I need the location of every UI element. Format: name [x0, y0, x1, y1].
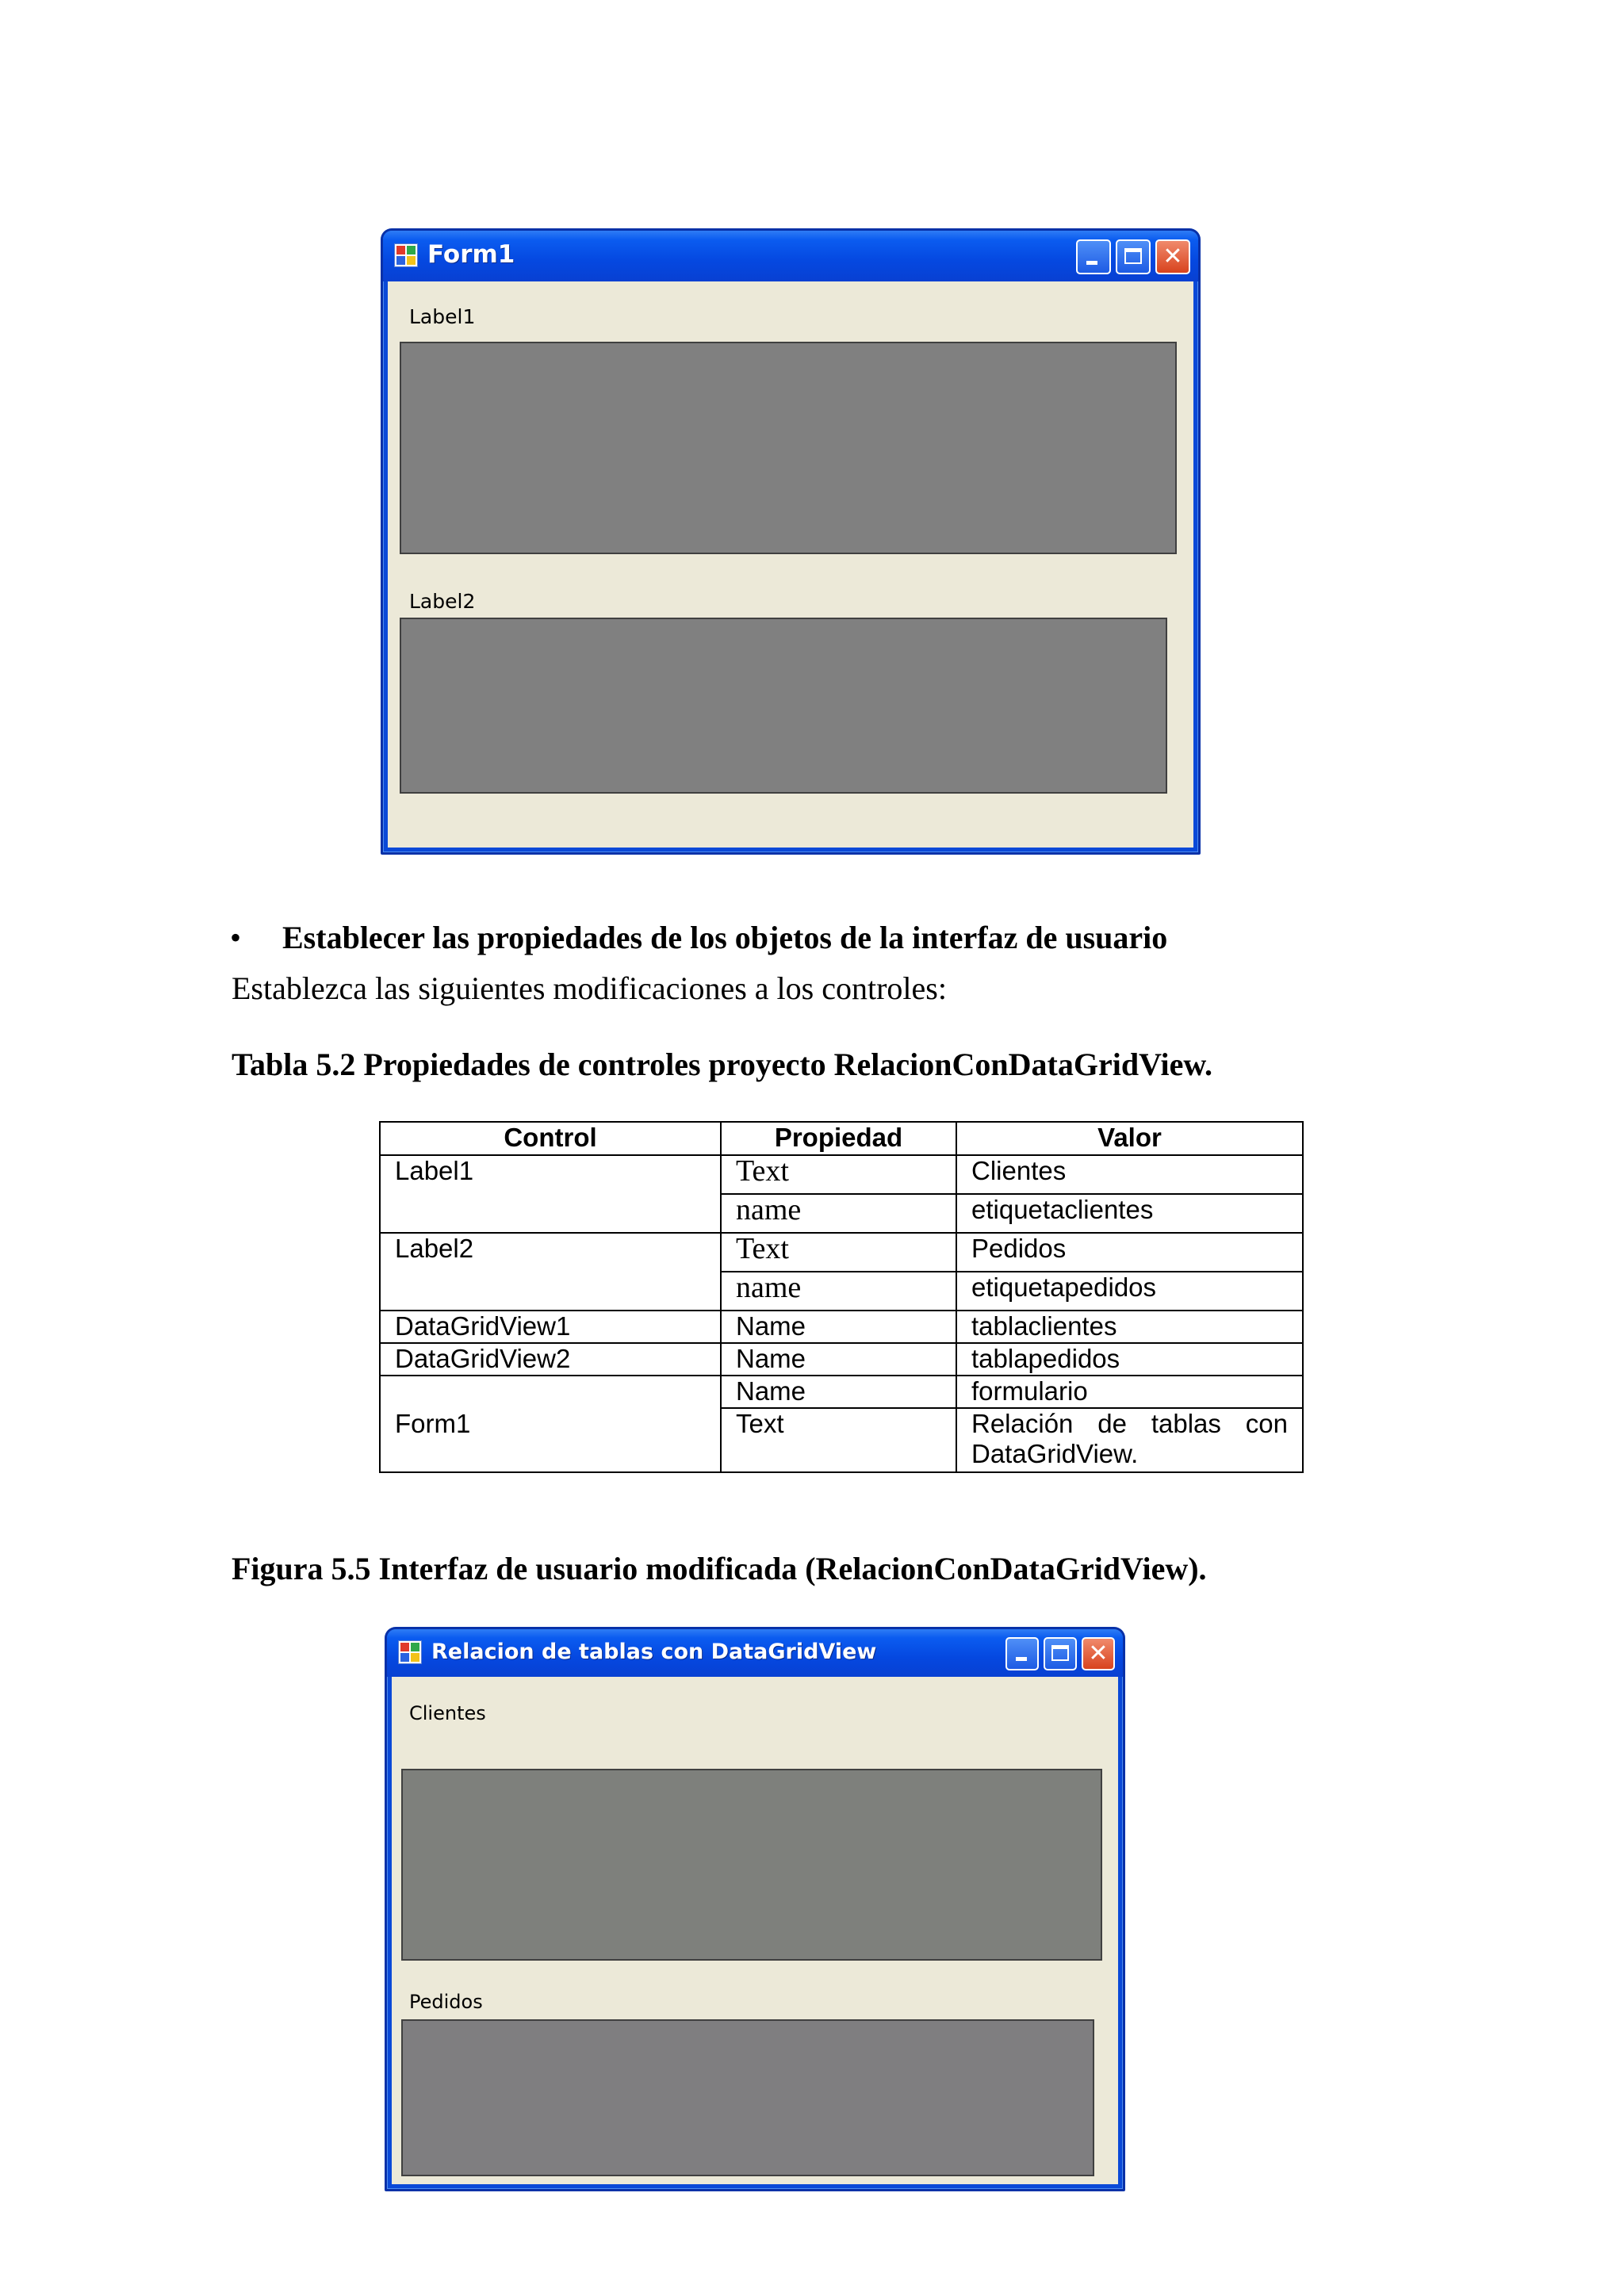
properties-table — [379, 1121, 1304, 1473]
datagridview2[interactable] — [400, 618, 1167, 794]
maximize-button[interactable] — [1044, 1637, 1077, 1670]
header-control: Control — [380, 1122, 721, 1155]
app-icon — [394, 243, 418, 267]
formulario-title: Relacion de tablas con DataGridView — [431, 1640, 877, 1664]
etiquetaclientes-label: Clientes — [409, 1702, 486, 1724]
tablapedidos-grid[interactable] — [401, 2019, 1094, 2176]
table-row — [380, 1376, 1303, 1408]
etiquetapedidos-label: Pedidos — [409, 1991, 483, 2013]
maximize-button[interactable] — [1116, 239, 1151, 274]
cell-property: name — [721, 1194, 956, 1233]
label2: Label2 — [409, 590, 476, 613]
minimize-button[interactable] — [1005, 1637, 1039, 1670]
cell-value: etiquetaclientes — [956, 1194, 1303, 1233]
form1-window — [381, 228, 1201, 855]
cell-control: Form1 — [380, 1376, 721, 1472]
maximize-icon — [1051, 1645, 1069, 1661]
cell-property: Name — [721, 1311, 956, 1343]
table-row — [380, 1155, 1303, 1194]
form1-titlebar[interactable] — [383, 231, 1198, 281]
table-header-row — [380, 1122, 1303, 1155]
bullet-heading: Establecer las propiedades de los objetos de la interfaz de usuario — [282, 920, 1168, 955]
minimize-button[interactable] — [1076, 239, 1111, 274]
figure-caption: Figura 5.5 Interfaz de usuario modificada (RelacionConDataGridView). — [232, 1551, 1207, 1586]
cell-property: Text — [721, 1155, 956, 1194]
formulario-titlebar[interactable] — [387, 1629, 1123, 1677]
cell-property: Text — [721, 1233, 956, 1272]
cell-control: Label1 — [380, 1155, 721, 1233]
cell-value: Pedidos — [956, 1233, 1303, 1272]
maximize-icon — [1124, 248, 1142, 264]
cell-property: Name — [721, 1343, 956, 1376]
close-icon: ✕ — [1162, 243, 1183, 270]
cell-property: name — [721, 1272, 956, 1311]
close-icon: ✕ — [1088, 1640, 1109, 1667]
form1-title: Form1 — [427, 240, 515, 269]
header-property: Propiedad — [721, 1122, 956, 1155]
intro-text: Establezca las siguientes modificaciones a los controles: — [232, 970, 947, 1006]
cell-property: Text — [721, 1408, 956, 1472]
cell-value: formulario — [956, 1376, 1303, 1408]
minimize-icon — [1016, 1657, 1027, 1661]
table-caption: Tabla 5.2 Propiedades de controles proyecto RelacionConDataGridView. — [232, 1047, 1213, 1082]
table-row — [380, 1311, 1303, 1343]
header-value: Valor — [956, 1122, 1303, 1155]
cell-property: Name — [721, 1376, 956, 1408]
cell-control: DataGridView2 — [380, 1343, 721, 1376]
cell-control: Label2 — [380, 1233, 721, 1311]
formulario-client-area — [392, 1677, 1118, 2184]
cell-control: DataGridView1 — [380, 1311, 721, 1343]
cell-value: etiquetapedidos — [956, 1272, 1303, 1311]
datagridview1[interactable] — [400, 342, 1177, 554]
close-button[interactable] — [1082, 1637, 1115, 1670]
bullet-icon: • — [230, 920, 242, 955]
table-row — [380, 1233, 1303, 1272]
form1-client-area — [388, 281, 1193, 848]
label1: Label1 — [409, 305, 476, 328]
minimize-icon — [1086, 261, 1097, 265]
cell-value: Relación de tablas con DataGridView. — [956, 1408, 1303, 1472]
formulario-window — [385, 1627, 1125, 2191]
close-button[interactable] — [1155, 239, 1190, 274]
cell-value: tablapedidos — [956, 1343, 1303, 1376]
app-icon — [398, 1640, 422, 1664]
cell-value: Clientes — [956, 1155, 1303, 1194]
tablaclientes-grid[interactable] — [401, 1769, 1102, 1961]
cell-value: tablaclientes — [956, 1311, 1303, 1343]
table-row — [380, 1343, 1303, 1376]
